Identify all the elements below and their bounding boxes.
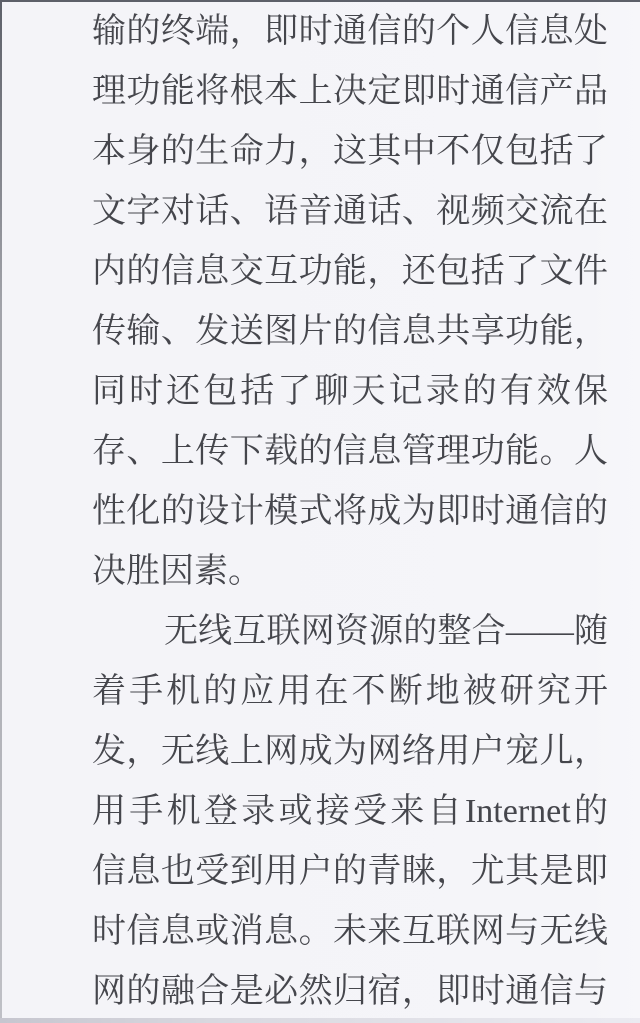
text-line: 输的终端，即时通信的个人信息处 bbox=[92, 13, 608, 50]
text-line: 无线互联网资源的整合——随 bbox=[164, 613, 608, 650]
text-line: 存、上传下载的信息管理功能。人 bbox=[92, 433, 608, 470]
text-line: 性化的设计模式将成为即时通信的 bbox=[92, 493, 608, 530]
text-line: 传输、发送图片的信息共享功能， bbox=[92, 313, 608, 350]
page-bottom-edge bbox=[0, 1018, 640, 1023]
page-left-edge bbox=[0, 0, 2, 1023]
text-line: 同时还包括了聊天记录的有效保 bbox=[92, 373, 608, 410]
text-content bbox=[92, 2, 608, 1022]
text-line: 理功能将根本上决定即时通信产品 bbox=[92, 73, 608, 110]
text-line: 发，无线上网成为网络用户宠儿， bbox=[92, 733, 608, 770]
text-line: 文字对话、语音通话、视频交流在 bbox=[92, 193, 608, 230]
text-line: 网的融合是必然归宿，即时通信与 bbox=[92, 973, 608, 1010]
text-line: 用手机登录或接受来自Internet的 bbox=[92, 793, 608, 830]
text-line: 时信息或消息。未来互联网与无线 bbox=[92, 913, 608, 950]
text-line: 着手机的应用在不断地被研究开 bbox=[92, 673, 608, 710]
text-line: 本身的生命力，这其中不仅包括了 bbox=[92, 133, 608, 170]
text-line: 信息也受到用户的青睐，尤其是即 bbox=[92, 853, 608, 890]
text-line: 决胜因素。 bbox=[92, 553, 262, 590]
text-line: 内的信息交互功能，还包括了文件 bbox=[92, 253, 608, 290]
